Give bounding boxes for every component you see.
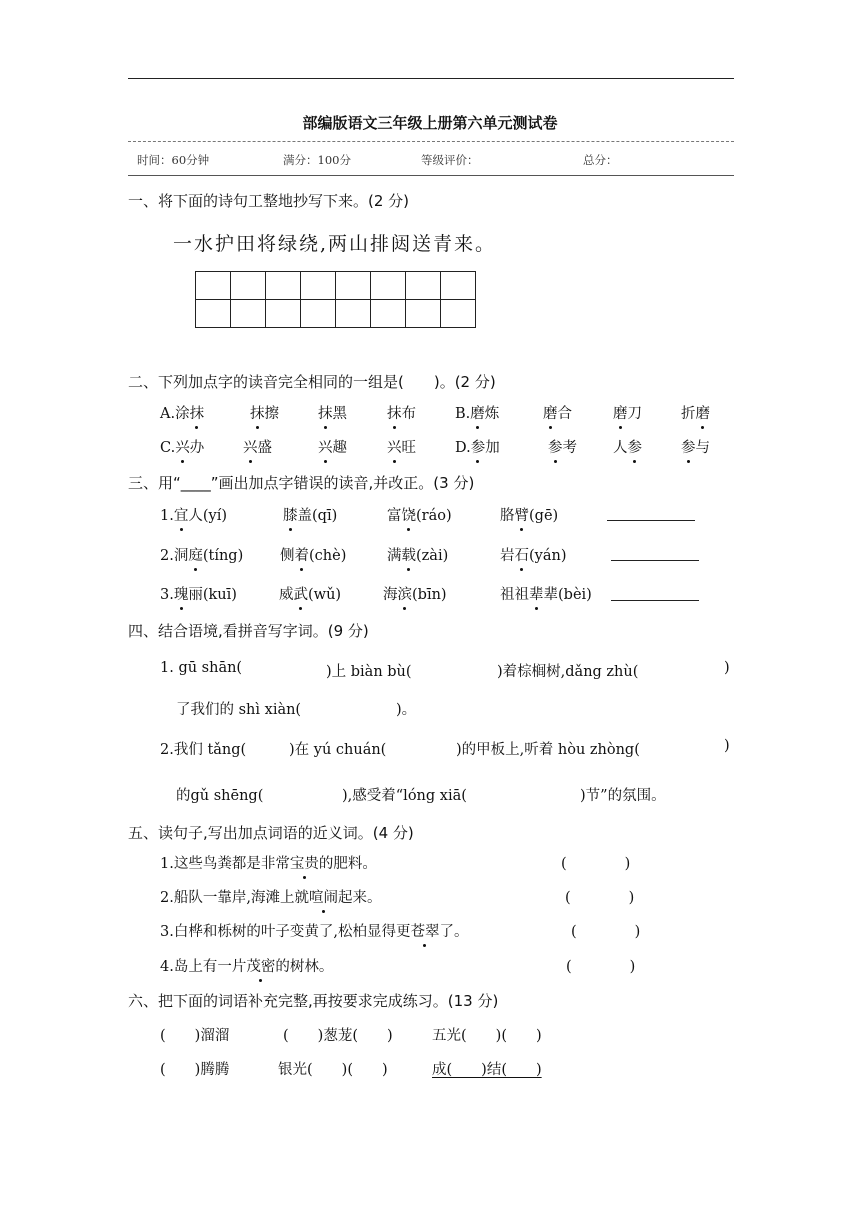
answer-line[interactable] <box>611 560 699 561</box>
dotted-char: 抹 <box>318 402 333 423</box>
dotted-char: 兴 <box>387 436 402 457</box>
q6-word-1[interactable]: ( )溜溜 <box>160 1028 230 1044</box>
top-rule <box>128 78 734 79</box>
grid-cell[interactable] <box>371 272 406 300</box>
dotted-char: 兴 <box>243 436 258 457</box>
grid-cell[interactable] <box>441 300 476 328</box>
header-dashed-rule <box>128 141 734 142</box>
q1-poem: 一水护田将绿绕,两山排闼送青来。 <box>173 233 497 255</box>
dotted-char: 庭 <box>188 544 203 565</box>
q2-option-d4: 参与 <box>681 436 710 457</box>
q6-word-4[interactable]: ( )腾腾 <box>160 1062 230 1078</box>
full-score-field: 满分：100分 <box>283 153 351 167</box>
grid-cell[interactable] <box>266 300 301 328</box>
q6-word-6[interactable]: 成( )结( ) <box>432 1062 542 1078</box>
grid-cell[interactable] <box>406 272 441 300</box>
answer-line[interactable] <box>611 600 699 601</box>
q2-option-b1: B.磨炼 <box>455 402 499 423</box>
q2-option-c3: 兴趣 <box>318 436 347 457</box>
q3-item: 海滨(bīn) <box>383 583 447 604</box>
dotted-char: 抹 <box>387 402 402 423</box>
q3-item: 富饶(ráo) <box>387 504 452 525</box>
q2-option-b2: 磨合 <box>543 402 572 423</box>
dotted-word: 喧闹 <box>309 886 338 907</box>
q3-item: 胳臂(gē) <box>500 504 558 525</box>
q4-line-3d: ) <box>724 738 730 754</box>
dotted-char: 宜 <box>174 504 189 525</box>
q6-word-2[interactable]: ( )葱茏( ) <box>283 1028 393 1044</box>
q5-heading: 五、读句子,写出加点词语的近义词。(4 分) <box>128 824 414 842</box>
grid-cell[interactable] <box>266 272 301 300</box>
grid-cell[interactable] <box>231 272 266 300</box>
dotted-char: 磨 <box>470 402 485 423</box>
grid-cell[interactable] <box>231 300 266 328</box>
q4-line-4c: )节”的氛围。 <box>580 788 666 804</box>
dotted-char: 载 <box>402 544 417 565</box>
dotted-char: 抹 <box>250 402 265 423</box>
q5-item-3: 3.白桦和栎树的叶子变黄了,松柏显得更苍翠了。 <box>160 920 468 941</box>
q2-option-b3: 磨刀 <box>613 402 642 423</box>
grade-field: 等级评价： <box>421 153 479 167</box>
q3-item: 岩石(yán) <box>500 544 567 565</box>
q2-option-b4: 折磨 <box>681 402 710 423</box>
q4-line-1b: )上 biàn bù( <box>326 664 412 680</box>
dotted-char: 参 <box>548 436 563 457</box>
grid-cell[interactable] <box>371 300 406 328</box>
q5-item-1: 1.这些鸟粪都是非常宝贵的肥料。 <box>160 852 377 873</box>
q2-option-d1: D.参加 <box>455 436 500 457</box>
q4-line-3c: )的甲板上,听着 hòu zhòng( <box>456 742 640 758</box>
dotted-char: 兴 <box>175 436 190 457</box>
q4-line-3b: )在 yú chuán( <box>289 742 387 758</box>
q5-answer-3[interactable]: ( ) <box>571 924 641 940</box>
dotted-char: 磨 <box>696 402 711 423</box>
dotted-char: 瑰 <box>174 583 189 604</box>
dotted-char: 石 <box>515 544 530 565</box>
grid-cell[interactable] <box>301 272 336 300</box>
dotted-char: 抹 <box>190 402 205 423</box>
dotted-char: 磨 <box>613 402 628 423</box>
q3-item: 威武(wǔ) <box>279 583 341 604</box>
q6-word-5[interactable]: 银光( )( ) <box>278 1062 388 1078</box>
dotted-char: 参 <box>681 436 696 457</box>
grid-cell[interactable] <box>196 300 231 328</box>
dotted-word: 苍翠 <box>410 920 439 941</box>
q2-option-d2: 参考 <box>548 436 577 457</box>
q5-answer-2[interactable]: ( ) <box>565 890 635 906</box>
q3-heading: 三、用“____”画出加点字错误的读音,并改正。(3 分) <box>128 474 475 492</box>
q2-heading: 二、下列加点字的读音完全相同的一组是( )。(2 分) <box>128 373 496 391</box>
q5-answer-4[interactable]: ( ) <box>566 959 636 975</box>
q4-line-1c: )着棕榈树,dǎng zhù( <box>497 664 639 680</box>
q2-option-c1: C.兴办 <box>160 436 204 457</box>
dotted-char: 饶 <box>402 504 417 525</box>
grid-cell[interactable] <box>196 272 231 300</box>
dotted-char: 着 <box>295 544 310 565</box>
q6-heading: 六、把下面的词语补充完整,再按要求完成练习。(13 分) <box>128 992 499 1010</box>
q2-option-a4: 抹布 <box>387 402 416 423</box>
q3-item: 3.瑰丽(kuī) <box>160 583 237 604</box>
dotted-char: 辈 <box>529 583 544 604</box>
q4-line-2a: 了我们的 shì xiàn( <box>176 702 302 718</box>
time-field: 时间：60分钟 <box>137 153 210 167</box>
dotted-char: 兴 <box>318 436 333 457</box>
grid-cell[interactable] <box>336 272 371 300</box>
q2-option-a3: 抹黑 <box>318 402 347 423</box>
grid-cell[interactable] <box>336 300 371 328</box>
q3-item: 祖祖辈辈(bèi) <box>500 583 592 604</box>
grid-cell[interactable] <box>301 300 336 328</box>
q4-line-1a: 1. gū shān( <box>160 660 243 676</box>
q2-option-c2: 兴盛 <box>243 436 272 457</box>
q3-item: 侧着(chè) <box>280 544 346 565</box>
q1-heading: 一、将下面的诗句工整地抄写下来。(2 分) <box>128 192 410 210</box>
q4-line-2b: )。 <box>396 702 417 718</box>
header-bottom-rule <box>128 175 734 176</box>
q5-item-2: 2.船队一靠岸,海滩上就喧闹起来。 <box>160 886 381 907</box>
q3-item: 膝盖(qī) <box>283 504 337 525</box>
q2-option-d3: 人参 <box>613 436 642 457</box>
dotted-char: 武 <box>294 583 309 604</box>
dotted-word: 茂密 <box>246 955 275 976</box>
q2-option-c4: 兴旺 <box>387 436 416 457</box>
grid-cell[interactable] <box>441 272 476 300</box>
q2-option-a1: A.涂抹 <box>160 402 204 423</box>
q6-word-3[interactable]: 五光( )( ) <box>432 1028 542 1044</box>
total-score-field: 总分： <box>583 153 618 167</box>
q4-line-3a: 2.我们 tǎng( <box>160 742 247 758</box>
writing-grid[interactable] <box>195 271 476 328</box>
q3-item: 1.宜人(yí) <box>160 504 227 525</box>
grid-cell[interactable] <box>406 300 441 328</box>
dotted-char: 参 <box>628 436 643 457</box>
q3-item: 2.洞庭(tíng) <box>160 544 243 565</box>
page-title: 部编版语文三年级上册第六单元测试卷 <box>302 114 558 132</box>
dotted-char: 滨 <box>398 583 413 604</box>
q3-item: 满载(zài) <box>387 544 448 565</box>
answer-line[interactable] <box>607 520 695 521</box>
q4-line-1d: ) <box>724 660 730 676</box>
q5-item-4: 4.岛上有一片茂密的树林。 <box>160 955 333 976</box>
q5-answer-1[interactable]: ( ) <box>561 856 631 872</box>
dotted-char: 臂 <box>515 504 530 525</box>
q2-option-a2: 抹擦 <box>250 402 279 423</box>
dotted-word: 宝贵 <box>290 852 319 873</box>
dotted-char: 参 <box>471 436 486 457</box>
dotted-char: 膝 <box>283 504 298 525</box>
q4-line-4a: 的gǔ shēng( <box>176 788 264 804</box>
q4-line-4b: ),感受着“lóng xiā( <box>342 788 467 804</box>
q4-heading: 四、结合语境,看拼音写字词。(9 分) <box>128 622 369 640</box>
dotted-char: 磨 <box>543 402 558 423</box>
